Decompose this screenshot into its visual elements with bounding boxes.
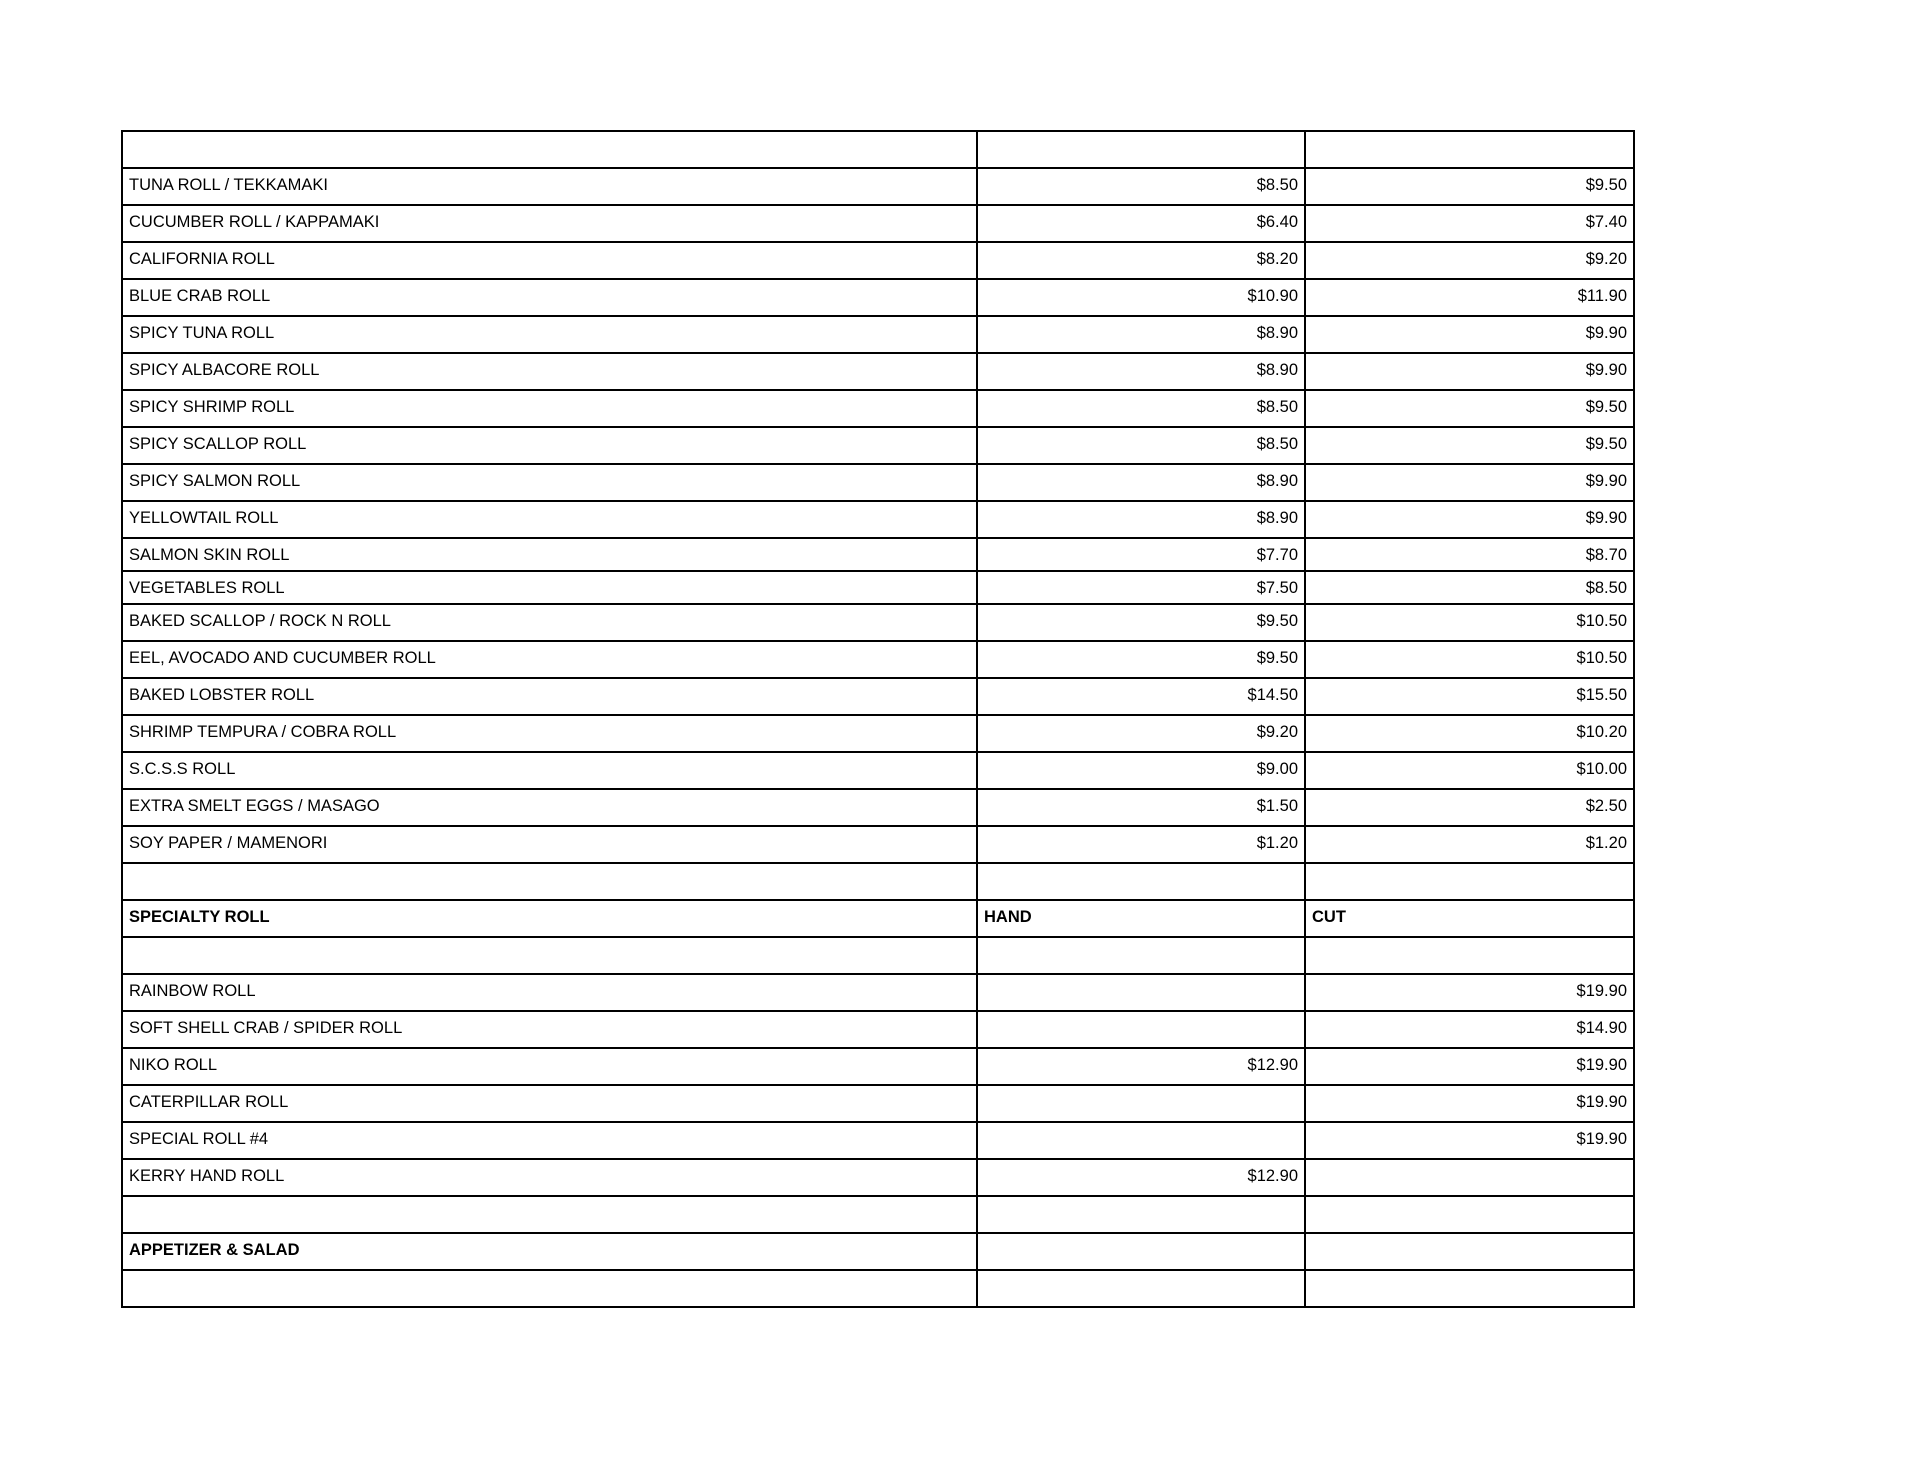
cut-price-cell: $10.00 bbox=[1305, 752, 1634, 789]
cut-price-cell: $9.90 bbox=[1305, 316, 1634, 353]
table-row bbox=[122, 464, 1634, 501]
item-name-cell bbox=[122, 937, 977, 974]
item-name-cell bbox=[122, 1270, 977, 1307]
cut-price-cell: $8.50 bbox=[1305, 571, 1634, 604]
item-name-cell: SPICY SALMON ROLL bbox=[122, 464, 977, 501]
table-row bbox=[122, 1048, 1634, 1085]
section-header-specialty bbox=[122, 900, 1634, 937]
hand-price-cell: $7.50 bbox=[977, 571, 1305, 604]
cut-price-cell: $9.20 bbox=[1305, 242, 1634, 279]
hand-price-cell: $9.50 bbox=[977, 604, 1305, 641]
table-row bbox=[122, 937, 1634, 974]
hand-price-cell: $7.70 bbox=[977, 538, 1305, 571]
item-name-cell: NIKO ROLL bbox=[122, 1048, 977, 1085]
hand-price-cell: $9.20 bbox=[977, 715, 1305, 752]
item-name-cell: YELLOWTAIL ROLL bbox=[122, 501, 977, 538]
hand-price-cell bbox=[977, 863, 1305, 900]
table-row bbox=[122, 1011, 1634, 1048]
table-row bbox=[122, 279, 1634, 316]
table-row bbox=[122, 974, 1634, 1011]
hand-price-cell bbox=[977, 1270, 1305, 1307]
table-row bbox=[122, 1270, 1634, 1307]
item-name-cell: EXTRA SMELT EGGS / MASAGO bbox=[122, 789, 977, 826]
hand-price-cell: $12.90 bbox=[977, 1159, 1305, 1196]
hand-price-cell bbox=[977, 131, 1305, 168]
cut-price-cell bbox=[1305, 1270, 1634, 1307]
table-row bbox=[122, 571, 1634, 604]
cut-price-cell: $9.90 bbox=[1305, 464, 1634, 501]
hand-price-cell: $8.90 bbox=[977, 353, 1305, 390]
item-name-cell: TUNA ROLL / TEKKAMAKI bbox=[122, 168, 977, 205]
item-name-cell: CATERPILLAR ROLL bbox=[122, 1085, 977, 1122]
item-name-cell bbox=[122, 1196, 977, 1233]
hand-column-header bbox=[977, 1233, 1305, 1270]
hand-price-cell: $8.90 bbox=[977, 501, 1305, 538]
section-title: SPECIALTY ROLL bbox=[122, 900, 977, 937]
hand-price-cell bbox=[977, 1122, 1305, 1159]
cut-price-cell: $9.50 bbox=[1305, 168, 1634, 205]
cut-price-cell bbox=[1305, 937, 1634, 974]
table-row bbox=[122, 715, 1634, 752]
cut-price-cell: $14.90 bbox=[1305, 1011, 1634, 1048]
item-name-cell: RAINBOW ROLL bbox=[122, 974, 977, 1011]
hand-price-cell bbox=[977, 1196, 1305, 1233]
item-name-cell: KERRY HAND ROLL bbox=[122, 1159, 977, 1196]
cut-price-cell: $10.50 bbox=[1305, 604, 1634, 641]
hand-price-cell bbox=[977, 937, 1305, 974]
hand-price-cell: $9.00 bbox=[977, 752, 1305, 789]
hand-price-cell bbox=[977, 974, 1305, 1011]
table-row bbox=[122, 427, 1634, 464]
table-row bbox=[122, 789, 1634, 826]
cut-price-cell bbox=[1305, 131, 1634, 168]
hand-price-cell: $8.50 bbox=[977, 390, 1305, 427]
hand-column-header: HAND bbox=[977, 900, 1305, 937]
cut-price-cell: $1.20 bbox=[1305, 826, 1634, 863]
cut-price-cell: $9.90 bbox=[1305, 353, 1634, 390]
item-name-cell: SOY PAPER / MAMENORI bbox=[122, 826, 977, 863]
cut-price-cell: $2.50 bbox=[1305, 789, 1634, 826]
cut-column-header bbox=[1305, 1233, 1634, 1270]
table-row bbox=[122, 242, 1634, 279]
hand-price-cell: $1.50 bbox=[977, 789, 1305, 826]
item-name-cell: CUCUMBER ROLL / KAPPAMAKI bbox=[122, 205, 977, 242]
cut-price-cell: $19.90 bbox=[1305, 1085, 1634, 1122]
hand-price-cell bbox=[977, 1011, 1305, 1048]
hand-price-cell bbox=[977, 1085, 1305, 1122]
table-row bbox=[122, 1159, 1634, 1196]
section-header-appetizer bbox=[122, 1233, 1634, 1270]
table-row bbox=[122, 131, 1634, 168]
cut-price-cell: $19.90 bbox=[1305, 1122, 1634, 1159]
hand-price-cell: $12.90 bbox=[977, 1048, 1305, 1085]
item-name-cell: BAKED SCALLOP / ROCK N ROLL bbox=[122, 604, 977, 641]
hand-price-cell: $8.90 bbox=[977, 464, 1305, 501]
table-row bbox=[122, 205, 1634, 242]
cut-price-cell: $15.50 bbox=[1305, 678, 1634, 715]
table-row bbox=[122, 1196, 1634, 1233]
item-name-cell: BAKED LOBSTER ROLL bbox=[122, 678, 977, 715]
cut-price-cell: $19.90 bbox=[1305, 1048, 1634, 1085]
item-name-cell: SPECIAL ROLL #4 bbox=[122, 1122, 977, 1159]
table-row bbox=[122, 1085, 1634, 1122]
table-row bbox=[122, 501, 1634, 538]
item-name-cell: VEGETABLES ROLL bbox=[122, 571, 977, 604]
cut-column-header: CUT bbox=[1305, 900, 1634, 937]
table-row bbox=[122, 1122, 1634, 1159]
item-name-cell: SPICY TUNA ROLL bbox=[122, 316, 977, 353]
item-name-cell: SHRIMP TEMPURA / COBRA ROLL bbox=[122, 715, 977, 752]
cut-price-cell: $9.90 bbox=[1305, 501, 1634, 538]
table-row bbox=[122, 390, 1634, 427]
hand-price-cell: $10.90 bbox=[977, 279, 1305, 316]
item-name-cell: SALMON SKIN ROLL bbox=[122, 538, 977, 571]
hand-price-cell: $8.50 bbox=[977, 168, 1305, 205]
cut-price-cell: $7.40 bbox=[1305, 205, 1634, 242]
hand-price-cell: $14.50 bbox=[977, 678, 1305, 715]
cut-price-cell: $8.70 bbox=[1305, 538, 1634, 571]
cut-price-cell: $9.50 bbox=[1305, 390, 1634, 427]
table-row bbox=[122, 678, 1634, 715]
cut-price-cell: $9.50 bbox=[1305, 427, 1634, 464]
cut-price-cell bbox=[1305, 1159, 1634, 1196]
item-name-cell: SOFT SHELL CRAB / SPIDER ROLL bbox=[122, 1011, 977, 1048]
section-title: APPETIZER & SALAD bbox=[122, 1233, 977, 1270]
table-row bbox=[122, 604, 1634, 641]
item-name-cell: BLUE CRAB ROLL bbox=[122, 279, 977, 316]
cut-price-cell: $11.90 bbox=[1305, 279, 1634, 316]
item-name-cell: SPICY SCALLOP ROLL bbox=[122, 427, 977, 464]
table-row bbox=[122, 353, 1634, 390]
table-row bbox=[122, 826, 1634, 863]
table-row bbox=[122, 316, 1634, 353]
item-name-cell: CALIFORNIA ROLL bbox=[122, 242, 977, 279]
hand-price-cell: $6.40 bbox=[977, 205, 1305, 242]
item-name-cell: SPICY SHRIMP ROLL bbox=[122, 390, 977, 427]
table-row bbox=[122, 641, 1634, 678]
cut-price-cell: $10.50 bbox=[1305, 641, 1634, 678]
hand-price-cell: $8.20 bbox=[977, 242, 1305, 279]
item-name-cell bbox=[122, 863, 977, 900]
cut-price-cell: $19.90 bbox=[1305, 974, 1634, 1011]
table-row bbox=[122, 752, 1634, 789]
cut-price-cell: $10.20 bbox=[1305, 715, 1634, 752]
cut-price-cell bbox=[1305, 863, 1634, 900]
item-name-cell: S.C.S.S ROLL bbox=[122, 752, 977, 789]
hand-price-cell: $8.90 bbox=[977, 316, 1305, 353]
cut-price-cell bbox=[1305, 1196, 1634, 1233]
table-row bbox=[122, 168, 1634, 205]
item-name-cell: SPICY ALBACORE ROLL bbox=[122, 353, 977, 390]
table-row bbox=[122, 863, 1634, 900]
hand-price-cell: $8.50 bbox=[977, 427, 1305, 464]
table-row bbox=[122, 538, 1634, 571]
hand-price-cell: $9.50 bbox=[977, 641, 1305, 678]
item-name-cell: EEL, AVOCADO AND CUCUMBER ROLL bbox=[122, 641, 977, 678]
hand-price-cell: $1.20 bbox=[977, 826, 1305, 863]
menu-price-table bbox=[121, 130, 1635, 1308]
item-name-cell bbox=[122, 131, 977, 168]
